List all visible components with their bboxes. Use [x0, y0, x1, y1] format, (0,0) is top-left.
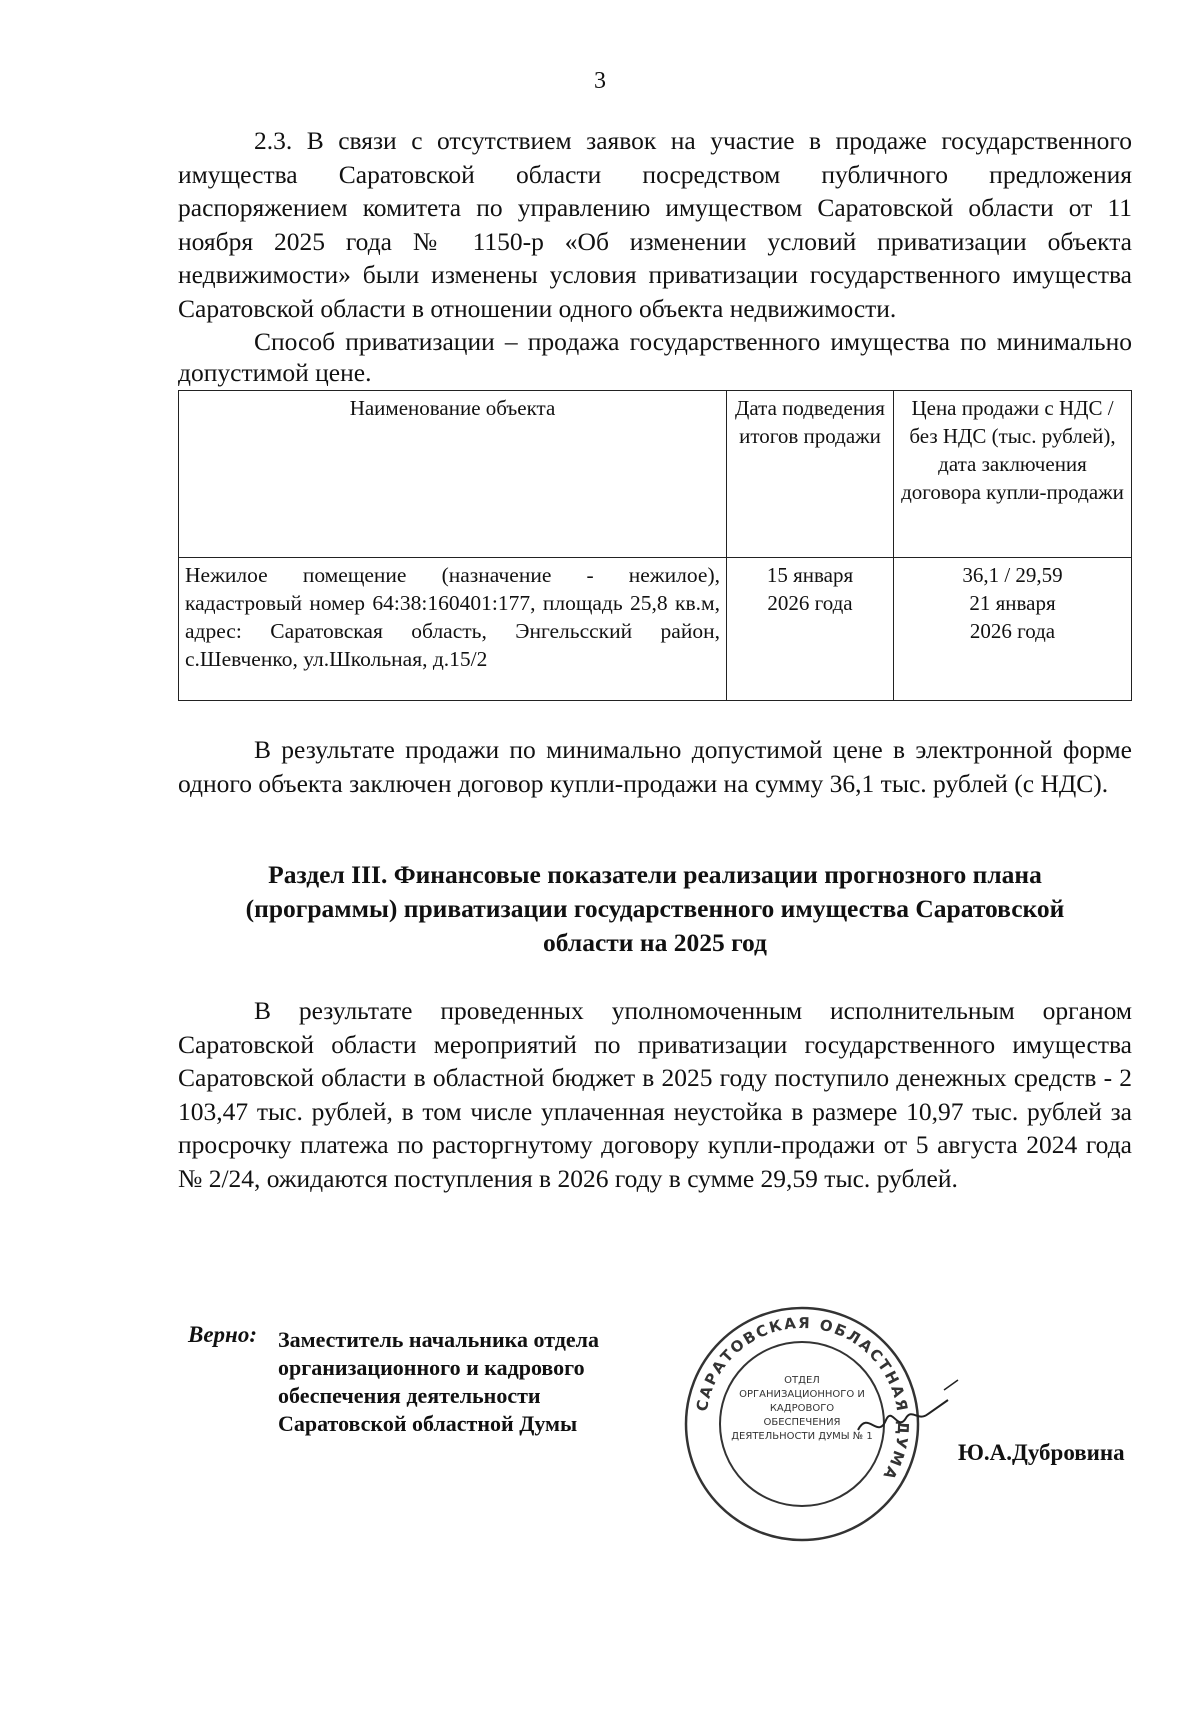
header-date: Дата подведения итогов продажи	[727, 391, 894, 558]
result-date-cell	[727, 558, 894, 701]
price-cell	[894, 558, 1132, 701]
table-header-row	[179, 391, 1132, 558]
signer-name: Ю.А.Дубровина	[958, 1440, 1125, 1465]
stamp-center-text: ОТДЕЛ ОРГАНИЗАЦИОННОГО И КАДРОВОГО ОБЕСПЕЧЕНИЯ ДЕЯТЕЛЬНОСТИ ДУМЫ № 1	[731, 1375, 873, 1442]
result-date-line1: 15 января	[766, 563, 854, 587]
contract-date-line2: 2026 года	[969, 619, 1056, 643]
table-row	[179, 558, 1132, 701]
header-object-name: Наименование объекта	[179, 391, 727, 558]
contract-date-line1: 21 января	[969, 591, 1056, 615]
header-price: Цена продажи с НДС / без НДС (тыс. рублей), дата заключения договора купли-продажи	[894, 391, 1132, 558]
signer-position: Заместитель начальника отдела организационного и кадрового обеспечения деятельности Саратовской областной Думы	[278, 1327, 599, 1436]
page-number: 3	[594, 68, 606, 94]
section-3-paragraph: В результате проведенных уполномоченным исполнительным органом Саратовской области мероприятий по приватизации государственного имущества Саратовской области в областной бюджет в 2025 году поступило денежных средств - 2 103,47 тыс. рублей, в том числе уплаченная неустойка в размере 10,97 тыс. рублей за просрочку платежа по расторгнутому договору купли-продажи от 5 августа 2024 года № 2/24, ожидаются поступления в 2026 году в сумме 29,59 тыс. рублей.	[178, 996, 1132, 1193]
certified-label: Верно:	[188, 1322, 257, 1347]
object-description: Нежилое помещение (назначение - нежилое), кадастровый номер 64:38:160401:177, площадь 25,8 кв.м, адрес: Саратовская область, Энгельсский район, с.Шевченко, ул.Школьная, д.15/2	[179, 558, 727, 701]
stamp-ring-text: САРАТОВСКАЯ ОБЛАСТНАЯ ДУМА	[692, 1313, 913, 1485]
sale-result-paragraph: В результате продажи по минимально допустимой цене в электронной форме одного объекта заключен договор купли-продажи на сумму 36,1 тыс. рублей (с НДС).	[178, 735, 1132, 798]
document-body	[178, 124, 1132, 1195]
sale-price: 36,1 / 29,59	[962, 563, 1063, 587]
section-3-heading: Раздел III. Финансовые показатели реализации прогнозного плана (программы) приватизации государственного имущества Саратовской области на 2025 год	[245, 860, 1065, 957]
privatization-method: Способ приватизации – продажа государственного имущества по минимально допустимой цене.	[178, 327, 1132, 387]
sale-table	[178, 390, 1132, 701]
section-2-3-paragraph: 2.3. В связи с отсутствием заявок на участие в продаже государственного имущества Саратовской области посредством публичного предложения распоряжением комитета по управлению имуществом Саратовской области от 11 ноября 2025 года № 1150-р «Об изменении условий приватизации объекта недвижимости» были изменены условия приватизации государственного имущества Саратовской области в отношении одного объекта недвижимости.	[178, 126, 1132, 323]
signature-block	[188, 1313, 1148, 1552]
handwritten-signature-icon	[848, 1370, 968, 1460]
result-date-line2: 2026 года	[767, 591, 853, 615]
